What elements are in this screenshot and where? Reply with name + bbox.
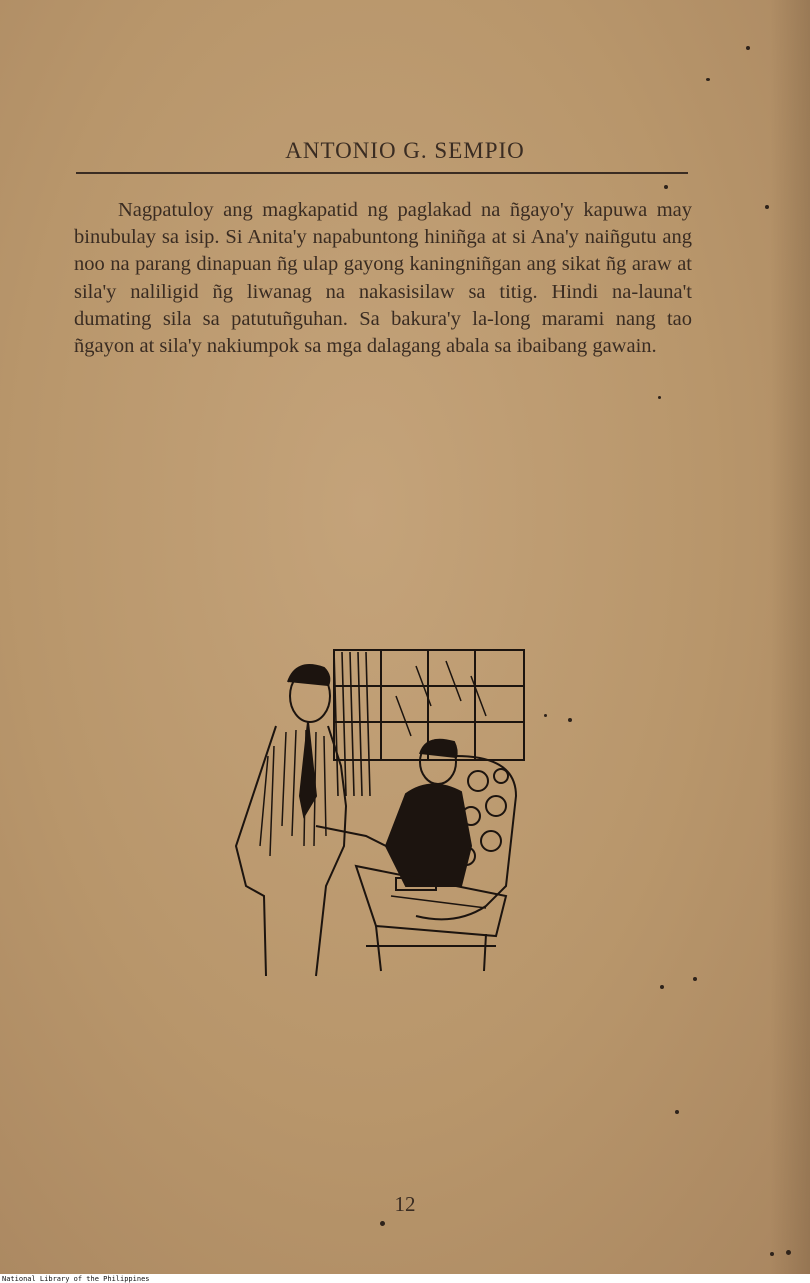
scan-speck — [786, 1250, 791, 1255]
scan-speck — [746, 46, 750, 50]
page-number: 12 — [394, 1192, 416, 1216]
body-paragraph: Nagpatuloy ang magkapatid ng paglakad na ñgayo'y kapuwa may binubulay sa isip. Si Anita'y napabuntong hiniñga at si Ana'y naiñgutu ang noo na parang dinapuan ñg ulap gayong kaningniñgan ang sikat ñg araw at sila'y naliligid ñg liwanag na nakasisilaw sa titig. Hindi na-launa't dumating sila sa patutuñguhan. Sa bakura'y la-long marami nang tao ñgayon at sila'y nakiumpok sa mga dalagang abala sa ibaibang gawain. — [74, 199, 692, 358]
scan-speck — [544, 714, 547, 717]
scan-speck — [765, 205, 769, 209]
scan-speck — [706, 78, 710, 81]
footer-credit: National Library of the Philippines — [2, 1275, 150, 1283]
scan-speck — [658, 396, 661, 399]
scan-speck — [568, 718, 572, 722]
header-rule — [76, 172, 688, 174]
scan-speck — [693, 977, 697, 981]
scan-speck — [380, 1221, 385, 1226]
scan-speck — [675, 1110, 679, 1114]
illustration-two-men — [216, 646, 528, 980]
running-head: ANTONIO G. SEMPIO — [285, 138, 525, 163]
scan-speck — [660, 985, 664, 989]
scan-speck — [770, 1252, 774, 1256]
scan-speck — [664, 185, 668, 189]
